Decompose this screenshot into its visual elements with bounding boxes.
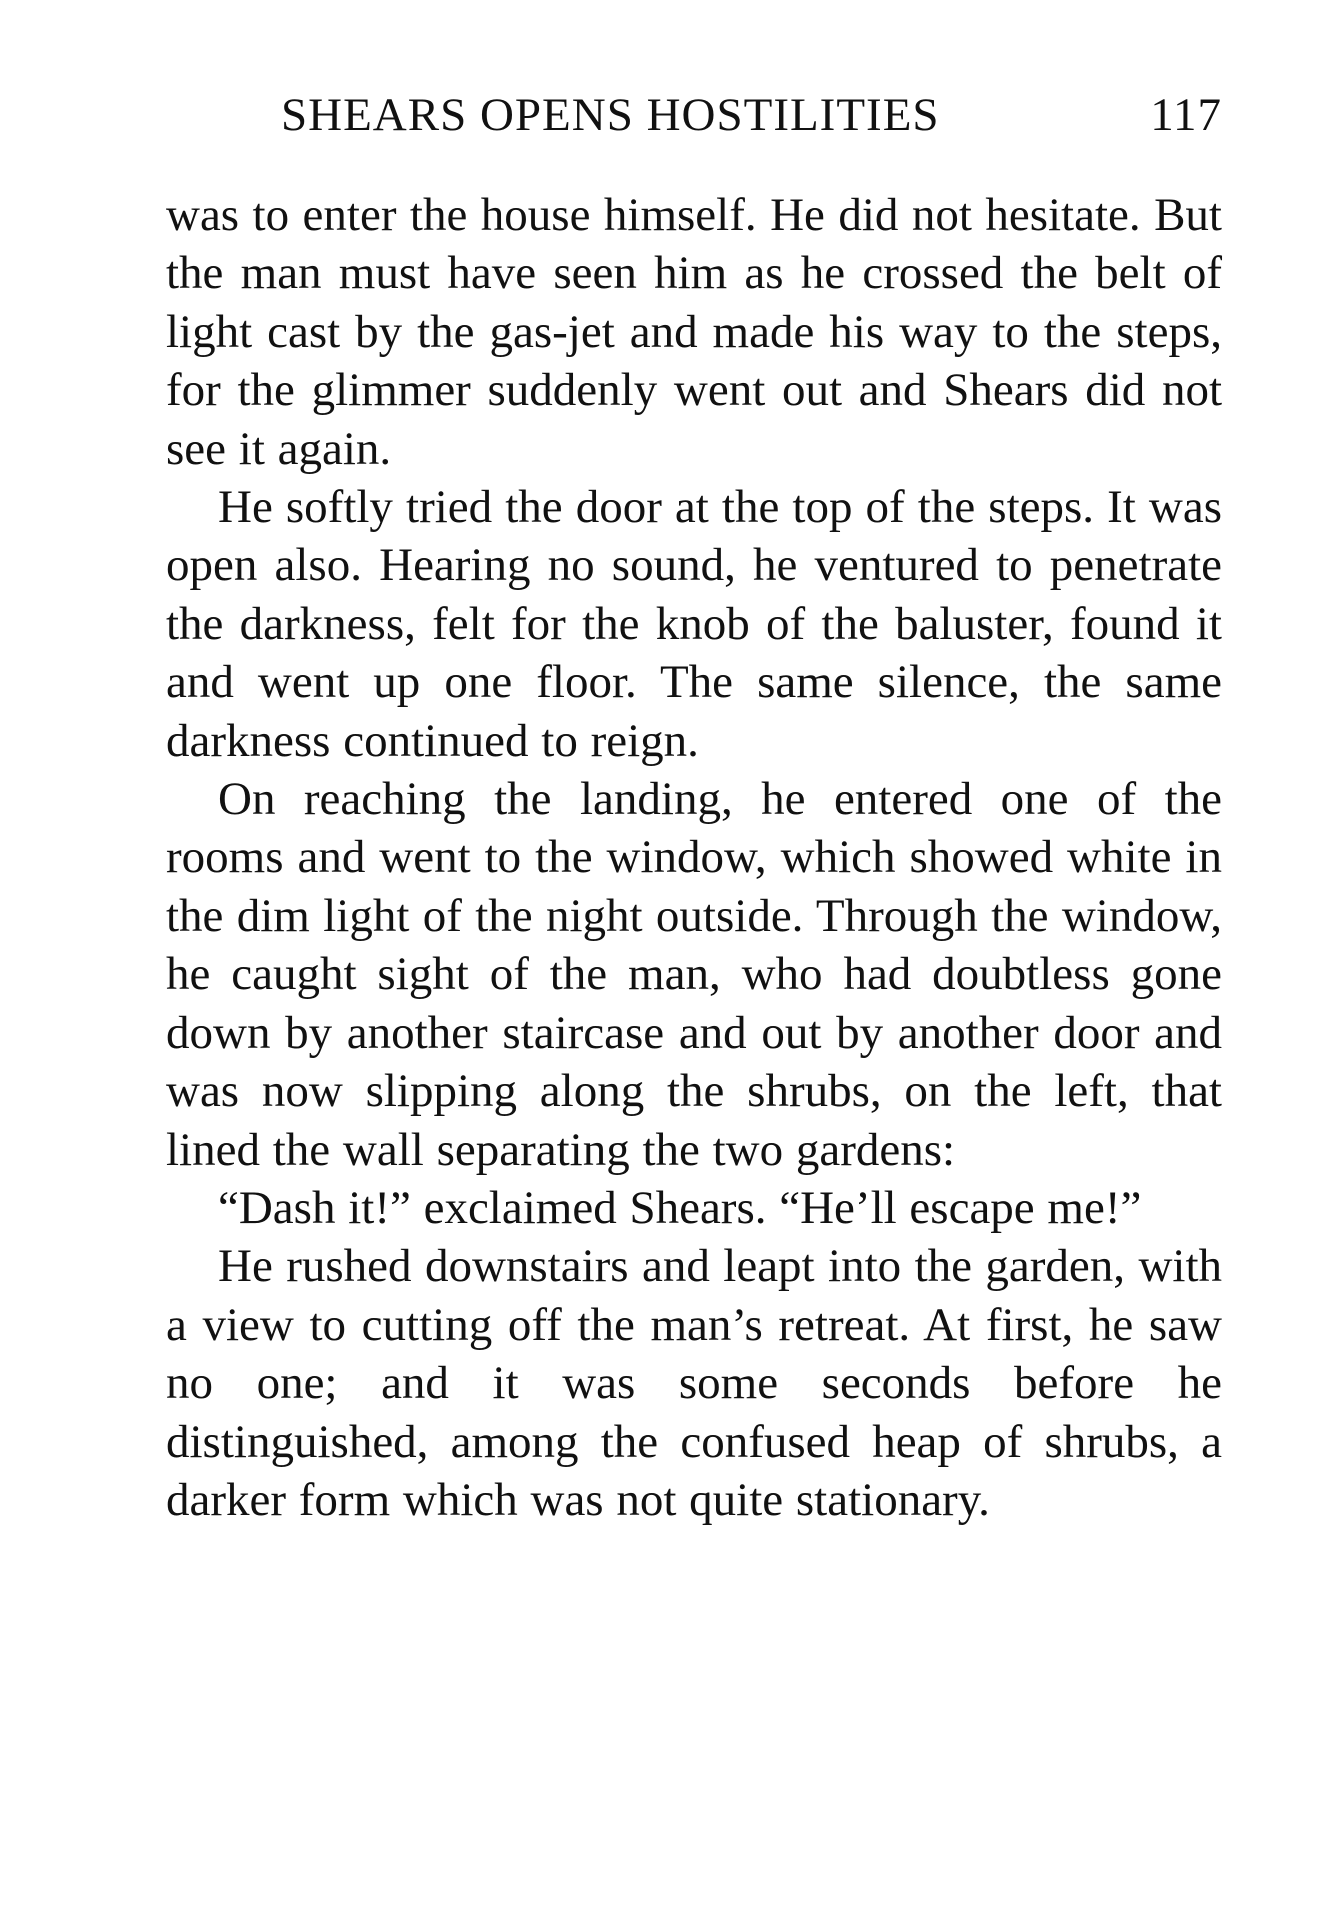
paragraph: He rushed downstairs and leapt into the garden, with a view to cutting off the man’s retreat. At first, he saw no one; and it was some seconds before he distinguished, among the confused heap of shrubs, a darker form which was not quite stationary. xyxy=(166,1240,1222,1526)
paragraph: “Dash it!” exclaimed Shears. “He’ll escape me!” xyxy=(218,1181,1142,1234)
paragraph: He softly tried the door at the top of the steps. It was open also. Hearing no sound, he ventured to penetrate the darkness, felt for the knob of the baluster, found it and went up one floor. The same silence, the same darkness continued to reign. xyxy=(166,481,1222,767)
paragraph: On reaching the landing, he entered one of the rooms and went to the window, which showed white in the dim light of the night outside. Through the window, he caught sight of the man, who had doubtless gone down by another staircase and out by another door and was now slipping along the shrubs, on the left, that lined the wall separating the two gardens: xyxy=(166,773,1222,1176)
chapter-title: SHEARS OPENS HOSTILITIES xyxy=(281,89,940,141)
body-text xyxy=(166,186,1222,1529)
page-number: 117 xyxy=(1150,89,1222,141)
running-head xyxy=(166,82,1222,148)
paragraph: was to enter the house himself. He did not hesitate. But the man must have seen him as he crossed the belt of light cast by the gas-jet and made his way to the steps, for the glimmer suddenly went out and Shears did not see it again. xyxy=(166,189,1222,475)
